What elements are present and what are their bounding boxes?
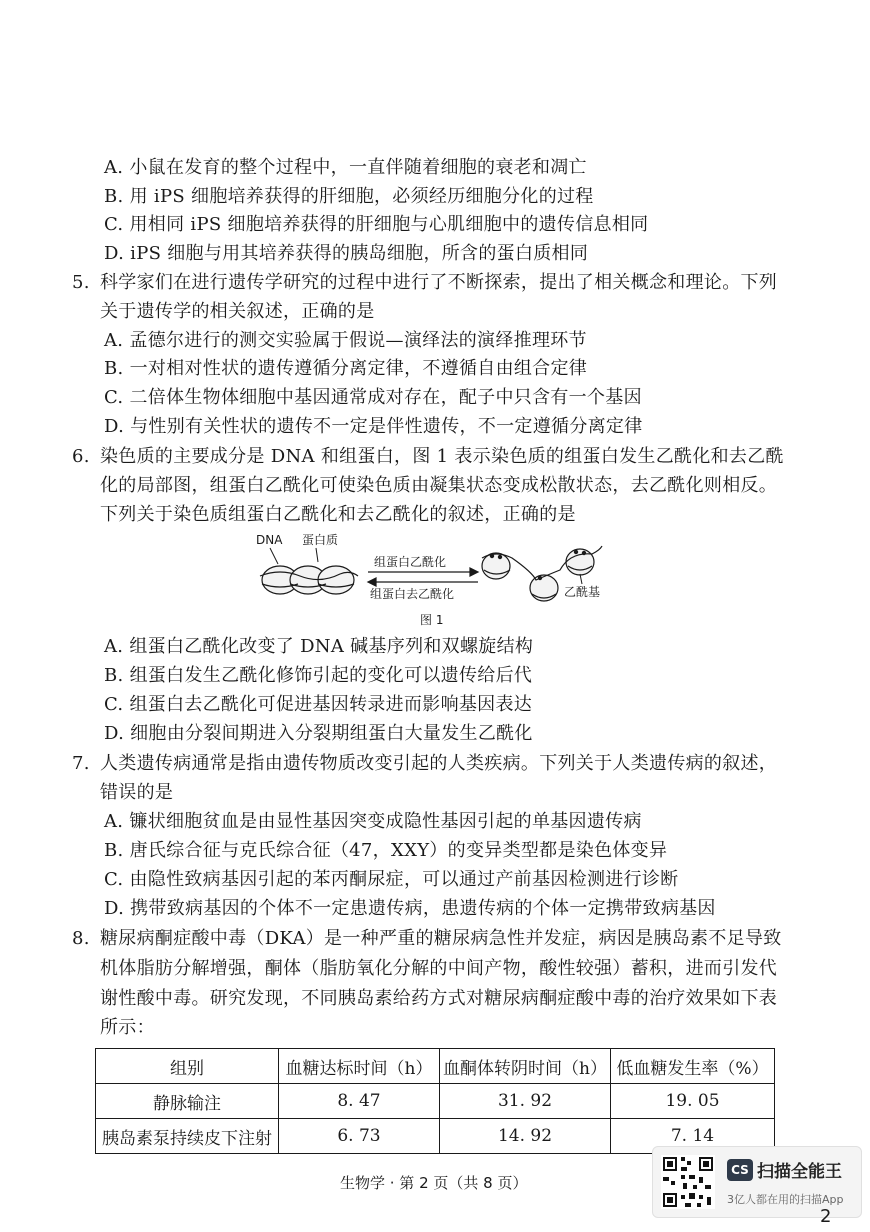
- q4-option-a: A. 小鼠在发育的整个过程中，一直伴随着细胞的衰老和凋亡: [104, 157, 587, 178]
- q8-stem-line: 所示：: [100, 1017, 155, 1038]
- page-footer: 生物学 · 第 2 页（共 8 页）: [340, 1174, 528, 1192]
- table-header-cell: 血糖达标时间（h）: [279, 1049, 440, 1084]
- q7-option-a: A. 镰状细胞贫血是由显性基因突变成隐性基因引起的单基因遗传病: [104, 811, 642, 832]
- table-header-cell: 低血糖发生率（%）: [611, 1049, 775, 1084]
- table-cell: 31. 92: [440, 1084, 611, 1119]
- arrow-label-deacetylation: 组蛋白去乙酰化: [370, 587, 455, 601]
- q6-number: 6.: [72, 446, 90, 467]
- table-cell: 7. 14: [611, 1119, 775, 1154]
- q5-option-d: D. 与性别有关性状的遗传不一定是伴性遗传，不一定遵循分离定律: [104, 416, 643, 437]
- table-cell: 8. 47: [279, 1084, 440, 1119]
- q4-option-c: C. 用相同 iPS 细胞培养获得的肝细胞与心肌细胞中的遗传信息相同: [104, 214, 649, 235]
- figure-caption: 图 1: [420, 613, 444, 627]
- q5-option-a: A. 孟德尔进行的测交实验属于假说—演绎法的演绎推理环节: [104, 330, 587, 351]
- table-cell: 14. 92: [440, 1119, 611, 1154]
- table-cell: 胰岛素泵持续皮下注射: [96, 1119, 279, 1154]
- q6-stem-line: 染色质的主要成分是 DNA 和组蛋白，图 1 表示染色质的组蛋白发生乙酰化和去乙酰: [100, 446, 784, 467]
- q5-stem-line: 关于遗传学的相关叙述，正确的是: [100, 301, 375, 322]
- arrow-label-acetylation: 组蛋白乙酰化: [374, 555, 447, 569]
- table-cell: 静脉输注: [96, 1084, 279, 1119]
- dka-treatment-table: [95, 1048, 775, 1154]
- q7-option-d: D. 携带致病基因的个体不一定患遗传病，患遗传病的个体一定携带致病基因: [104, 898, 716, 919]
- q5-number: 5.: [72, 272, 90, 293]
- table-header-cell: 组别: [96, 1049, 279, 1084]
- q5-stem-line: 科学家们在进行遗传学研究的过程中进行了不断探索，提出了相关概念和理论。下列: [100, 272, 778, 293]
- table-header-row: [96, 1049, 775, 1084]
- table-cell: 19. 05: [611, 1084, 775, 1119]
- q8-stem-line: 机体脂肪分解增强，酮体（脂肪氧化分解的中间产物，酸性较强）蓄积，进而引发代: [100, 958, 778, 979]
- q6-stem-line: 化的局部图，组蛋白乙酰化可使染色质由凝集状态变成松散状态，去乙酰化则相反。: [100, 475, 778, 496]
- q7-option-b: B. 唐氏综合征与克氏综合征（47，XXY）的变异类型都是染色体变异: [104, 840, 668, 861]
- corner-page-number: 2: [820, 1206, 832, 1227]
- q6-option-d: D. 细胞由分裂间期进入分裂期组蛋白大量发生乙酰化: [104, 723, 533, 744]
- q4-option-b: B. 用 iPS 细胞培养获得的肝细胞，必须经历细胞分化的过程: [104, 186, 594, 207]
- q8-number: 8.: [72, 928, 90, 949]
- label-protein: 蛋白质: [302, 533, 339, 547]
- q7-option-c: C. 由隐性致病基因引起的苯丙酮尿症，可以通过产前基因检测进行诊断: [104, 869, 679, 890]
- q8-stem-line: 糖尿病酮症酸中毒（DKA）是一种严重的糖尿病急性并发症，病因是胰岛素不足导致: [100, 928, 782, 949]
- q5-option-c: C. 二倍体生物体细胞中基因通常成对存在，配子中只含有一个基因: [104, 387, 642, 408]
- q7-number: 7.: [72, 753, 90, 774]
- scanner-app-subtitle: 3亿人都在用的扫描App: [727, 1193, 844, 1206]
- scanner-logo-icon: CS: [727, 1159, 753, 1181]
- condensed-nucleosomes: [260, 566, 358, 594]
- label-acetyl-group: 乙酰基: [564, 585, 601, 599]
- table-header-cell: 血酮体转阴时间（h）: [440, 1049, 611, 1084]
- label-dna: DNA: [256, 533, 283, 547]
- scanner-app-title: 扫描全能王: [757, 1162, 842, 1182]
- q8-stem-line: 谢性酸中毒。研究发现，不同胰岛素给药方式对糖尿病酮症酸中毒的治疗效果如下表: [100, 988, 778, 1009]
- q6-option-b: B. 组蛋白发生乙酰化修饰引起的变化可以遗传给后代: [104, 665, 533, 686]
- q7-stem-line: 人类遗传病通常是指由遗传物质改变引起的人类疾病。下列关于人类遗传病的叙述，: [100, 753, 778, 774]
- table-cell: 6. 73: [279, 1119, 440, 1154]
- qr-code-icon: [661, 1155, 715, 1209]
- q6-option-c: C. 组蛋白去乙酰化可促进基因转录进而影响基因表达: [104, 694, 533, 715]
- q6-option-a: A. 组蛋白乙酰化改变了 DNA 碱基序列和双螺旋结构: [104, 636, 534, 657]
- q5-option-b: B. 一对相对性状的遗传遵循分离定律，不遵循自由组合定律: [104, 358, 588, 379]
- q7-stem-line: 错误的是: [100, 782, 174, 803]
- q6-stem-line: 下列关于染色质组蛋白乙酰化和去乙酰化的叙述，正确的是: [100, 504, 576, 525]
- q4-option-d: D. iPS 细胞与用其培养获得的胰岛细胞，所含的蛋白质相同: [104, 243, 589, 264]
- table-row: [96, 1084, 775, 1119]
- reaction-arrows: [368, 568, 478, 586]
